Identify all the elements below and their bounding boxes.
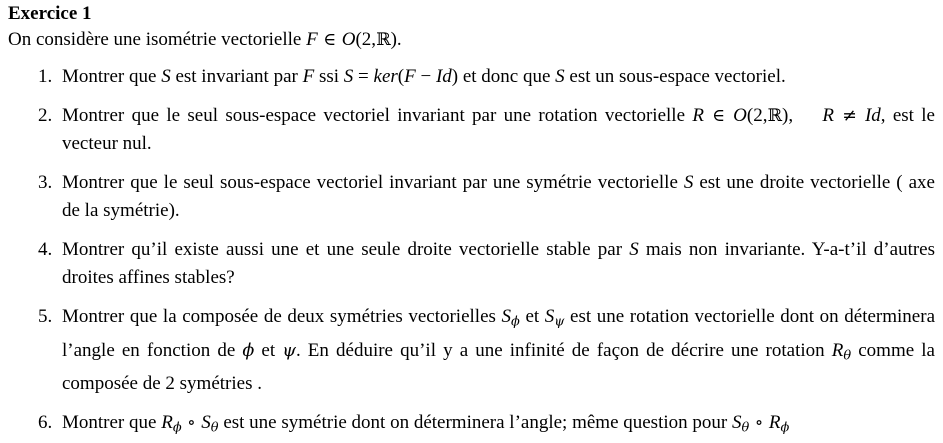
item-number: 1. [38, 66, 53, 87]
exercise-item-1 [8, 63, 935, 91]
math-variable: S [629, 239, 639, 260]
text-run: Montrer que la composée de deux symétries vectorielles [62, 306, 502, 327]
text-run: Montrer que le seul sous-espace vectoriel invariant par une symétrie vectorielle [62, 172, 684, 193]
text-run: ). [390, 29, 402, 50]
item-text [62, 172, 935, 221]
math-variable: Id [435, 66, 452, 87]
text-run: ) et donc que [451, 66, 556, 87]
text-run: . En déduire qu’il y a une infinité de façon de décrire une rotation [295, 339, 832, 361]
math-operator: ℝ [376, 30, 391, 50]
item-text [62, 66, 786, 87]
math-operator: ∈ [703, 106, 734, 126]
text-run: ssi [314, 66, 344, 87]
item-text [62, 412, 790, 436]
math-variable: S [201, 412, 211, 434]
item-number: 5. [38, 306, 53, 327]
exercise-list [8, 63, 935, 443]
subscript: ϕ [511, 314, 520, 330]
exercise-item-3 [8, 169, 935, 225]
text-run: mais non invariante. Y-a-t’il d’autres droites affines stables? [62, 239, 936, 288]
text-run: − [415, 66, 436, 87]
math-variable: R [768, 412, 781, 434]
math-variable: F [302, 66, 315, 87]
math-variable: Id [864, 105, 881, 126]
text-run: Montrer que le seul sous-espace vectoriel invariant par une rotation vectorielle [62, 105, 693, 126]
text-run: est invariant par [170, 66, 303, 87]
math-variable: R [831, 339, 844, 361]
math-operator: ∘ [181, 413, 202, 434]
text-run: et [519, 306, 545, 327]
text-run: est une rotation vectorielle dont on déterminera l’angle en fonction de [62, 306, 935, 361]
math-operator: ≠ [834, 106, 865, 126]
math-variable: S [683, 172, 694, 193]
exercise-item-2 [8, 102, 935, 158]
math-variable: S [544, 306, 555, 327]
item-text [62, 239, 935, 288]
math-variable: S [161, 66, 171, 87]
math-variable: ker [373, 66, 398, 87]
math-variable: F [404, 66, 416, 87]
math-variable: S [501, 306, 512, 327]
math-operator: ∘ [749, 413, 769, 434]
text-run: est une droite vectorielle ( axe de la symétrie). [62, 172, 935, 221]
math-variable: R [692, 105, 704, 126]
subscript: ϕ [780, 420, 790, 436]
exercise-item-5 [8, 303, 935, 398]
math-variable: S [343, 66, 354, 87]
math-operator: ℝ [767, 106, 783, 126]
exercise-item-6 [8, 409, 935, 443]
item-text [62, 306, 935, 394]
text-run: Montrer qu’il existe aussi une et une seule droite vectorielle stable par [62, 239, 630, 260]
intro-paragraph [8, 27, 935, 53]
greek-symbol: ψ [282, 340, 296, 361]
text-run: Montrer que [62, 412, 162, 434]
math-variable: R [161, 412, 173, 434]
subscript: θ [843, 348, 852, 364]
item-number: 6. [38, 412, 53, 434]
text-run: On considère une isométrie vectorielle [8, 29, 307, 50]
text-run: est une symétrie dont on déterminera l’angle; même question pour [218, 412, 732, 434]
subscript: ψ [554, 314, 565, 330]
text-run: et [254, 339, 283, 361]
text-run: , est le vecteur nul. [62, 105, 935, 154]
exercise-item-4 [8, 236, 935, 292]
text-run: ), [782, 105, 823, 126]
item-number: 2. [38, 105, 53, 126]
text-run: comme la composée de 2 symétries . [62, 339, 935, 395]
math-variable: O [341, 29, 356, 50]
math-variable: R [822, 105, 835, 126]
item-number: 3. [38, 172, 53, 193]
math-operator: ∈ [317, 30, 342, 50]
text-run: Montrer que [62, 66, 162, 87]
text-run: = [353, 66, 374, 87]
math-variable: S [731, 412, 742, 434]
subscript: θ [210, 420, 219, 436]
item-number: 4. [38, 239, 53, 260]
text-run: (2, [355, 29, 377, 50]
text-run: est un sous-espace vectoriel. [564, 66, 786, 87]
subscript: θ [741, 420, 750, 436]
subscript: ϕ [172, 420, 182, 436]
greek-symbol: ϕ [242, 340, 255, 361]
item-text [62, 105, 935, 154]
text-run: ( [397, 66, 405, 87]
math-variable: S [555, 66, 565, 87]
math-variable: O [733, 105, 747, 126]
exercise-title: Exercice 1 [8, 3, 92, 24]
text-run: (2, [746, 105, 768, 126]
math-variable: F [306, 29, 318, 50]
